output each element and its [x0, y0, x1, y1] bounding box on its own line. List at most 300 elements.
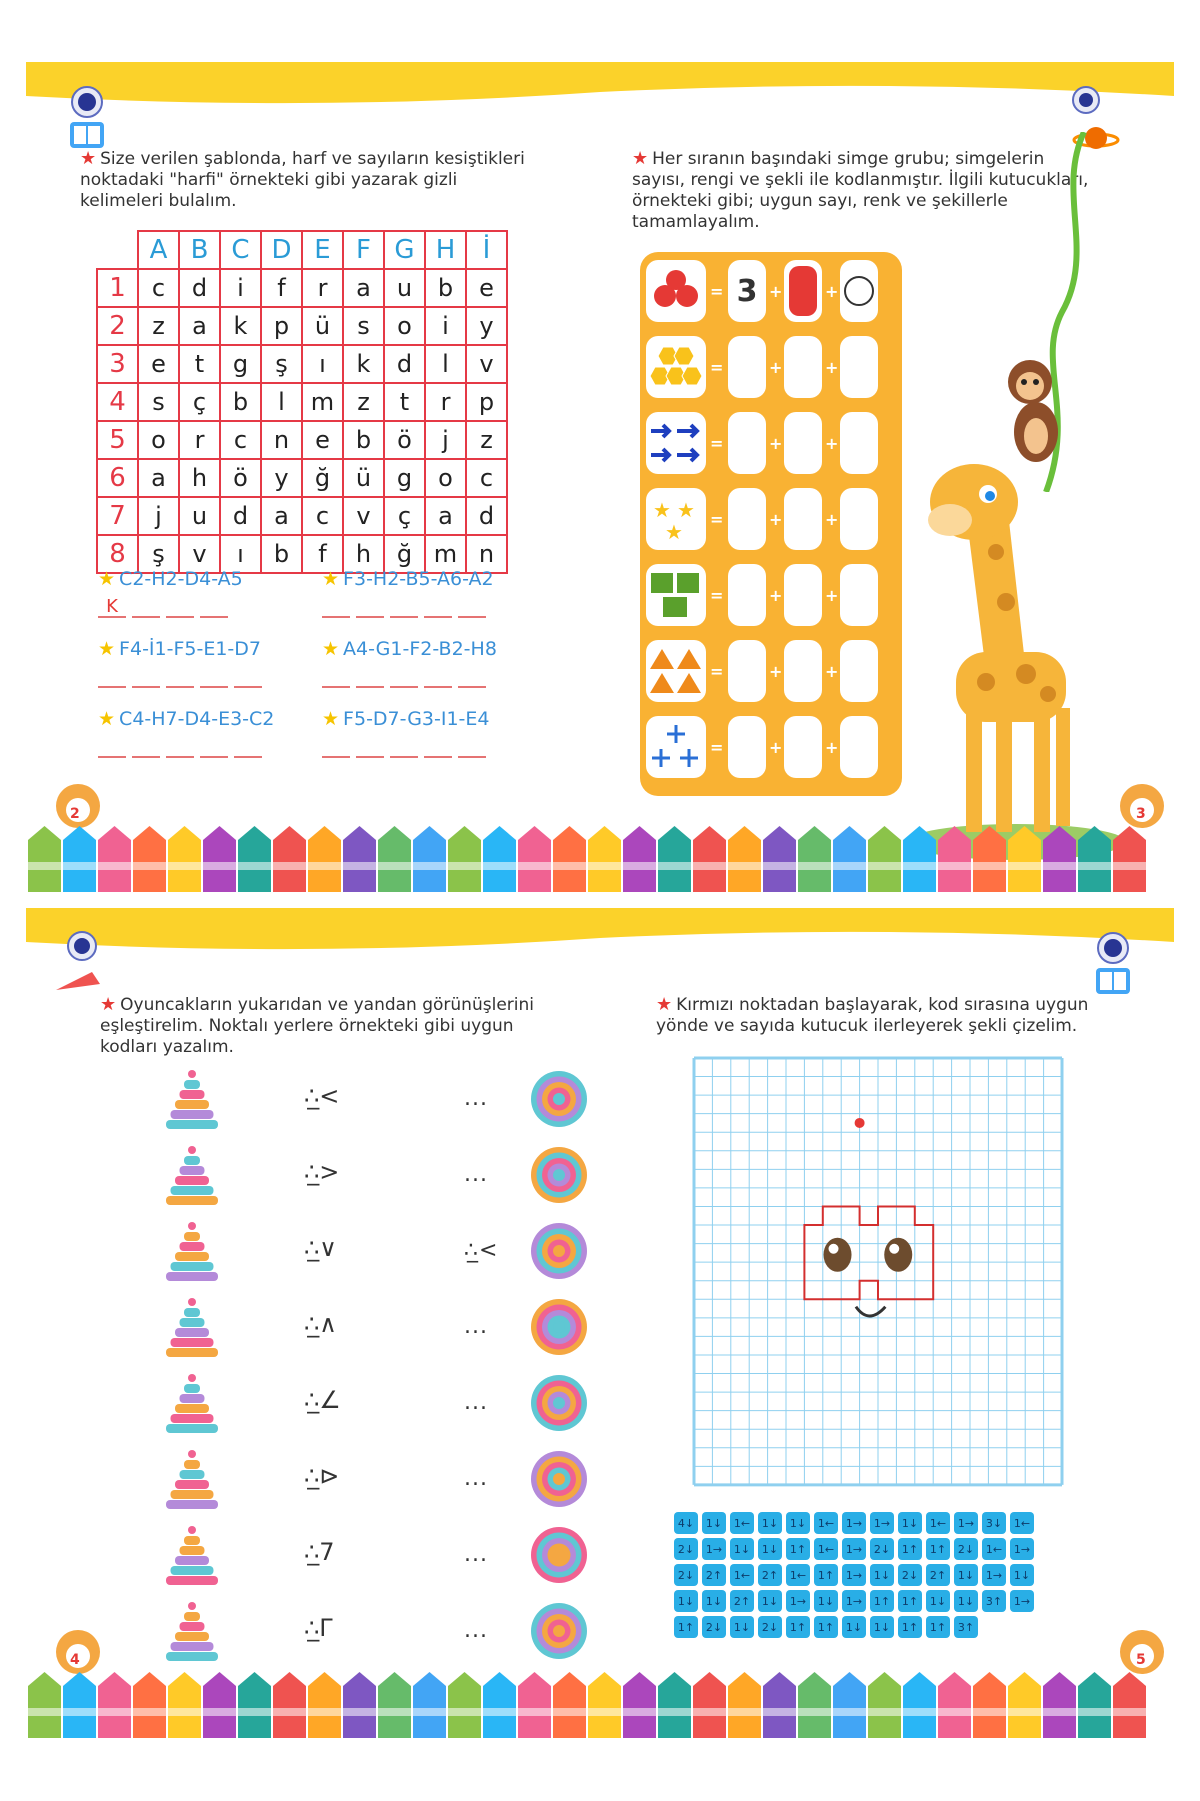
stacking-toy-side-icon [162, 1144, 222, 1208]
color-slot[interactable] [784, 488, 822, 550]
code-text: F3-H2-B5-A6-A2 [343, 568, 494, 590]
answer-blank[interactable] [322, 756, 350, 758]
grid-row-header: 5 [97, 421, 138, 459]
grid-row-header: 1 [97, 269, 138, 307]
toy-answer-blank[interactable]: ... [464, 1542, 488, 1567]
grid-cell[interactable]: ö [220, 459, 261, 497]
grid-cell[interactable]: d [220, 497, 261, 535]
equals-sign: = [710, 662, 724, 681]
plus-sign: + [769, 510, 783, 529]
answer-blank[interactable] [424, 686, 452, 688]
direction-key[interactable]: 1↑ [898, 1616, 922, 1638]
grid-column-header: F [343, 231, 384, 269]
toy-row [126, 1296, 686, 1360]
red-star-icon: ★ [80, 148, 97, 169]
toy-code: ∴̲⊳ [304, 1462, 340, 1490]
svg-text:★: ★ [665, 520, 683, 543]
color-swatch [789, 266, 817, 316]
grid-cell[interactable]: j [138, 497, 179, 535]
shape-slot[interactable] [840, 260, 878, 322]
grid-cell[interactable]: r [302, 269, 343, 307]
grid-cell[interactable]: ş [261, 345, 302, 383]
stacking-toy-side-icon [162, 1448, 222, 1512]
page-number-4: 4 [70, 1652, 80, 1668]
direction-key[interactable]: 2↑ [758, 1564, 782, 1586]
grid-cell[interactable]: f [302, 535, 343, 573]
grid-cell[interactable]: e [302, 421, 343, 459]
count-slot[interactable]: 3 [728, 260, 766, 322]
grid-cell[interactable]: u [179, 497, 220, 535]
direction-key[interactable]: 1→ [1010, 1538, 1034, 1560]
code-exercise [98, 708, 308, 758]
grid-cell[interactable]: l [425, 345, 466, 383]
direction-key[interactable]: 3↑ [954, 1616, 978, 1638]
answer-lines [98, 596, 308, 618]
toy-answer-blank[interactable]: ... [464, 1466, 488, 1491]
astronaut-reading-icon [1086, 930, 1140, 1000]
direction-key[interactable]: 3↑ [982, 1590, 1006, 1612]
answer-blank[interactable]: K [98, 598, 126, 618]
grid-cell[interactable]: e [138, 345, 179, 383]
toy-row [126, 1448, 686, 1512]
code-label [322, 638, 532, 660]
grid-column-header: İ [466, 231, 507, 269]
direction-key[interactable]: 2↑ [702, 1564, 726, 1586]
instruction-toy-views [100, 994, 570, 1058]
direction-key[interactable]: 1→ [982, 1564, 1006, 1586]
red-circles-icon [646, 260, 706, 322]
direction-key[interactable]: 1→ [702, 1538, 726, 1560]
grid-cell[interactable]: z [466, 421, 507, 459]
direction-key[interactable]: 1↑ [926, 1616, 950, 1638]
direction-key[interactable]: 1↑ [814, 1616, 838, 1638]
toy-code: ∴̲Γ [304, 1614, 333, 1642]
direction-key[interactable]: 1→ [842, 1512, 866, 1534]
stacking-toy-top-icon [530, 1298, 588, 1356]
symbol-row [646, 716, 896, 778]
direction-key[interactable]: 1↑ [814, 1564, 838, 1586]
count-slot[interactable] [728, 716, 766, 778]
giraffe-illustration [896, 442, 1146, 862]
toy-answer-blank[interactable]: ... [464, 1086, 488, 1111]
answer-blank[interactable] [356, 616, 384, 618]
direction-key[interactable]: 2↓ [702, 1616, 726, 1638]
grid-cell[interactable]: d [384, 345, 425, 383]
grid-column-header: B [179, 231, 220, 269]
instruction-text: Size verilen şablonda, harf ve sayıların kesiştikleri noktadaki "harfi" örnekteki gibi yazarak gizli kelimeleri bulalım. [80, 149, 525, 211]
answer-blank[interactable] [390, 686, 418, 688]
color-slot[interactable] [784, 564, 822, 626]
answer-blank[interactable] [200, 756, 228, 758]
answer-blank[interactable] [166, 756, 194, 758]
grid-cell[interactable]: o [425, 459, 466, 497]
grid-cell[interactable]: ı [302, 345, 343, 383]
grid-cell[interactable]: i [220, 269, 261, 307]
shape-slot[interactable] [840, 488, 878, 550]
direction-key[interactable]: 1← [786, 1564, 810, 1586]
plus-sign: + [769, 586, 783, 605]
answer-blank[interactable] [132, 616, 160, 618]
shape-slot[interactable] [840, 412, 878, 474]
direction-key[interactable]: 1← [926, 1512, 950, 1534]
direction-key[interactable]: 1↑ [898, 1538, 922, 1560]
toy-code: ∴̲< [304, 1082, 340, 1110]
direction-key[interactable]: 2↓ [674, 1538, 698, 1560]
direction-key[interactable]: 1↑ [926, 1538, 950, 1560]
grid-cell[interactable]: e [466, 269, 507, 307]
color-slot[interactable] [784, 716, 822, 778]
answer-blank[interactable] [98, 686, 126, 688]
answer-blank[interactable] [234, 756, 262, 758]
direction-key[interactable]: 1← [982, 1538, 1006, 1560]
grid-cell[interactable]: r [179, 421, 220, 459]
direction-key[interactable]: 1↑ [898, 1590, 922, 1612]
equals-sign: = [710, 510, 724, 529]
grid-cell[interactable]: p [261, 307, 302, 345]
spread-bottom [26, 908, 1174, 1738]
grid-cell[interactable]: ç [384, 497, 425, 535]
stacking-toy-top-icon [530, 1450, 588, 1508]
code-exercise [98, 568, 308, 618]
grid-cell[interactable]: a [179, 307, 220, 345]
grid-cell[interactable]: ı [220, 535, 261, 573]
grid-cell[interactable]: v [343, 497, 384, 535]
plus-sign: + [769, 662, 783, 681]
answer-blank[interactable] [166, 616, 194, 618]
answer-blank[interactable] [424, 756, 452, 758]
direction-key[interactable]: 1↓ [870, 1616, 894, 1638]
red-star-icon: ★ [632, 148, 649, 169]
direction-code-keypad [674, 1512, 1034, 1638]
direction-key[interactable]: 1↑ [870, 1590, 894, 1612]
direction-key[interactable]: 1↓ [814, 1590, 838, 1612]
grid-cell[interactable]: c [220, 421, 261, 459]
shape-slot[interactable] [840, 716, 878, 778]
direction-key[interactable]: 1↓ [954, 1564, 978, 1586]
plus-sign: + [825, 738, 839, 757]
grid-cell[interactable]: l [261, 383, 302, 421]
grid-column-header: G [384, 231, 425, 269]
grid-row-header: 2 [97, 307, 138, 345]
grid-cell[interactable]: ş [138, 535, 179, 573]
direction-key[interactable]: 1↓ [786, 1512, 810, 1534]
color-slot[interactable] [784, 412, 822, 474]
answer-blank[interactable] [390, 756, 418, 758]
grid-cell[interactable]: b [425, 269, 466, 307]
direction-key[interactable]: 1↓ [674, 1590, 698, 1612]
direction-key[interactable]: 1→ [1010, 1590, 1034, 1612]
cartoon-eye [824, 1238, 852, 1272]
grid-cell[interactable]: s [138, 383, 179, 421]
grid-cell[interactable]: a [425, 497, 466, 535]
grid-cell[interactable]: c [466, 459, 507, 497]
yellow-star-icon: ★ [98, 708, 116, 730]
toy-row [126, 1144, 686, 1208]
code-text: C4-H7-D4-E3-C2 [119, 708, 275, 730]
cartoon-smile [856, 1307, 885, 1316]
code-label [322, 568, 532, 590]
count-slot[interactable] [728, 640, 766, 702]
grid-cell[interactable]: m [425, 535, 466, 573]
grid-cell[interactable]: ü [343, 459, 384, 497]
answer-lines [322, 666, 532, 688]
direction-key[interactable]: 1↓ [758, 1538, 782, 1560]
grid-cell[interactable]: o [384, 307, 425, 345]
stacking-toy-side-icon [162, 1068, 222, 1132]
direction-key[interactable]: 1← [730, 1564, 754, 1586]
answer-blank[interactable] [356, 686, 384, 688]
direction-key[interactable]: 1↓ [926, 1590, 950, 1612]
cartoon-eye [884, 1238, 912, 1272]
direction-key[interactable]: 1↓ [954, 1590, 978, 1612]
direction-key[interactable]: 1↓ [702, 1590, 726, 1612]
page-number-5: 5 [1136, 1652, 1146, 1668]
direction-key[interactable]: 1↓ [702, 1512, 726, 1534]
grid-cell[interactable]: v [179, 535, 220, 573]
grid-cell[interactable]: f [261, 269, 302, 307]
plus-sign: + [825, 358, 839, 377]
direction-key[interactable]: 1↓ [898, 1512, 922, 1534]
plus-sign: + [769, 282, 783, 301]
direction-key[interactable]: 1↓ [758, 1590, 782, 1612]
direction-key[interactable]: 1↓ [870, 1564, 894, 1586]
code-label [98, 638, 308, 660]
direction-key[interactable]: 1← [1010, 1512, 1034, 1534]
direction-key[interactable]: 4↓ [674, 1512, 698, 1534]
stacking-toy-top-icon [530, 1070, 588, 1128]
grid-cell[interactable]: i [425, 307, 466, 345]
toy-code: ∴̲∧ [304, 1310, 337, 1338]
grid-cell[interactable]: t [384, 383, 425, 421]
grid-cell[interactable]: t [179, 345, 220, 383]
color-slot[interactable] [784, 260, 822, 322]
direction-key[interactable]: 2↑ [926, 1564, 950, 1586]
grid-column-header: H [425, 231, 466, 269]
code-exercise [322, 638, 532, 688]
grid-cell[interactable]: a [343, 269, 384, 307]
grid-cell[interactable]: y [466, 307, 507, 345]
grid-cell[interactable]: r [425, 383, 466, 421]
stacking-toy-top-icon [530, 1222, 588, 1280]
shape-slot[interactable] [840, 640, 878, 702]
direction-key[interactable]: 2↑ [730, 1590, 754, 1612]
yellow-stars-icon [646, 488, 706, 550]
count-slot[interactable] [728, 564, 766, 626]
direction-key[interactable]: 1← [814, 1512, 838, 1534]
grid-cell[interactable]: z [343, 383, 384, 421]
blue-arrows-icon [646, 412, 706, 474]
code-label [322, 708, 532, 730]
grid-row-header: 4 [97, 383, 138, 421]
direction-key[interactable]: 1→ [842, 1590, 866, 1612]
stacking-toy-side-icon [162, 1600, 222, 1664]
direction-key[interactable]: 1↓ [758, 1512, 782, 1534]
stacking-toy-top-icon [530, 1602, 588, 1660]
rainbow-fence-border [26, 1664, 1174, 1738]
grid-cell[interactable]: d [466, 497, 507, 535]
answer-blank[interactable] [322, 686, 350, 688]
toy-row [126, 1372, 686, 1436]
toy-answer-blank[interactable]: ... [464, 1618, 488, 1643]
page-number-3: 3 [1136, 806, 1146, 822]
grid-cell[interactable]: a [138, 459, 179, 497]
grid-cell[interactable]: ü [302, 307, 343, 345]
direction-key[interactable]: 1← [814, 1538, 838, 1560]
toy-answer-blank[interactable]: ... [464, 1390, 488, 1415]
count-slot[interactable] [728, 412, 766, 474]
grid-cell[interactable]: v [466, 345, 507, 383]
symbol-row [646, 564, 896, 626]
answer-blank[interactable] [424, 616, 452, 618]
grid-cell[interactable]: p [466, 383, 507, 421]
direction-key[interactable]: 1↓ [730, 1538, 754, 1560]
grid-row-header: 7 [97, 497, 138, 535]
grid-column-header: A [138, 231, 179, 269]
grid-cell[interactable]: s [343, 307, 384, 345]
grid-cell[interactable]: d [179, 269, 220, 307]
grid-column-header: C [220, 231, 261, 269]
code-exercise [98, 638, 308, 688]
direction-key[interactable]: 1→ [954, 1512, 978, 1534]
direction-key[interactable]: 3↓ [982, 1512, 1006, 1534]
direction-key[interactable]: 1↑ [786, 1538, 810, 1560]
stacking-toy-top-icon [530, 1146, 588, 1204]
grid-cell[interactable]: z [138, 307, 179, 345]
symbol-coding-panel [640, 252, 902, 796]
direction-key[interactable]: 1↑ [786, 1616, 810, 1638]
grid-cell[interactable]: c [138, 269, 179, 307]
direction-key[interactable]: 2↓ [758, 1616, 782, 1638]
equals-sign: = [710, 434, 724, 453]
stacking-toy-side-icon [162, 1296, 222, 1360]
toy-row [126, 1600, 686, 1664]
grid-cell[interactable]: c [302, 497, 343, 535]
toy-answer-blank[interactable]: ∴̲< [464, 1238, 499, 1263]
answer-blank[interactable] [98, 756, 126, 758]
toy-answer-blank[interactable]: ... [464, 1314, 488, 1339]
direction-key[interactable]: 1→ [870, 1512, 894, 1534]
grid-cell[interactable]: y [261, 459, 302, 497]
equals-sign: = [710, 282, 724, 301]
grid-column-header: D [261, 231, 302, 269]
direction-key[interactable]: 2↓ [954, 1538, 978, 1560]
grid-cell[interactable]: m [302, 383, 343, 421]
code-text: F4-İ1-F5-E1-D7 [119, 638, 262, 660]
answer-blank[interactable] [458, 616, 486, 618]
grid-cell[interactable]: k [343, 345, 384, 383]
color-slot[interactable] [784, 336, 822, 398]
answer-blank[interactable] [458, 756, 486, 758]
answer-blank[interactable] [458, 686, 486, 688]
toy-code: ∴̲∨ [304, 1234, 337, 1262]
grid-cell[interactable]: h [179, 459, 220, 497]
instruction-text: Oyuncakların yukarıdan ve yandan görünüşlerini eşleştirelim. Noktalı yerlere örnekteki gibi uygun kodları yazalım. [100, 995, 534, 1057]
equals-sign: = [710, 738, 724, 757]
toy-answer-blank[interactable]: ... [464, 1162, 488, 1187]
count-slot[interactable] [728, 336, 766, 398]
grid-cell[interactable]: h [343, 535, 384, 573]
grid-cell[interactable]: u [384, 269, 425, 307]
shape-slot[interactable] [840, 336, 878, 398]
svg-text:★: ★ [677, 498, 695, 522]
yellow-header-band [26, 62, 1174, 132]
instruction-letter-grid [80, 148, 540, 212]
grid-cell[interactable]: k [220, 307, 261, 345]
stacking-toy-side-icon [162, 1524, 222, 1588]
grid-column-header: E [302, 231, 343, 269]
stacking-toy-side-icon [162, 1372, 222, 1436]
grid-cell[interactable]: g [220, 345, 261, 383]
direction-key[interactable]: 1← [730, 1512, 754, 1534]
stacking-toy-side-icon [162, 1220, 222, 1284]
grid-cell[interactable]: n [466, 535, 507, 573]
grid-cell[interactable]: o [138, 421, 179, 459]
yellow-star-icon: ★ [98, 568, 116, 590]
answer-blank[interactable] [200, 686, 228, 688]
page-number-2: 2 [70, 806, 80, 822]
color-slot[interactable] [784, 640, 822, 702]
grid-cell[interactable]: ç [179, 383, 220, 421]
yellow-star-icon: ★ [322, 638, 340, 660]
answer-blank[interactable] [356, 756, 384, 758]
direction-key[interactable]: 2↓ [674, 1564, 698, 1586]
astronaut-reading-icon [60, 84, 114, 154]
direction-key[interactable]: 1↑ [674, 1616, 698, 1638]
direction-key[interactable]: 1↓ [730, 1616, 754, 1638]
equals-sign: = [710, 358, 724, 377]
stacking-toy-top-icon [530, 1374, 588, 1432]
answer-blank[interactable] [234, 686, 262, 688]
instruction-grid-drawing [656, 994, 1126, 1037]
direction-key[interactable]: 1→ [842, 1538, 866, 1560]
answer-lines [322, 596, 532, 618]
answer-blank[interactable] [166, 686, 194, 688]
grid-cell[interactable]: n [261, 421, 302, 459]
direction-key[interactable]: 1→ [842, 1564, 866, 1586]
answer-lines [322, 736, 532, 758]
symbol-row [646, 260, 896, 322]
shape-slot[interactable] [840, 564, 878, 626]
grid-cell[interactable]: ö [384, 421, 425, 459]
instruction-text: Her sıranın başındaki simge grubu; simgelerin sayısı, rengi ve şekli ile kodlanmıştır. İlgili kutucukları, örnekteki gibi; uygun sayı, renk ve şekillerle tamamlayalım. [632, 149, 1089, 232]
direction-key[interactable]: 1↓ [1010, 1564, 1034, 1586]
direction-key[interactable]: 2↓ [870, 1538, 894, 1560]
grid-cell[interactable]: j [425, 421, 466, 459]
direction-key[interactable]: 1↓ [842, 1616, 866, 1638]
grid-cell[interactable]: g [384, 459, 425, 497]
count-slot[interactable] [728, 488, 766, 550]
direction-key[interactable]: 2↓ [898, 1564, 922, 1586]
symbol-row [646, 336, 896, 398]
answer-blank[interactable] [132, 756, 160, 758]
grid-cell[interactable]: ğ [302, 459, 343, 497]
rainbow-fence-border [26, 818, 1174, 892]
grid-cell[interactable]: b [220, 383, 261, 421]
plus-sign: + [825, 510, 839, 529]
answer-blank[interactable] [322, 616, 350, 618]
grid-cell[interactable]: b [261, 535, 302, 573]
answer-blank[interactable] [132, 686, 160, 688]
yellow-star-icon: ★ [322, 568, 340, 590]
grid-cell[interactable]: a [261, 497, 302, 535]
answer-blank[interactable] [200, 616, 228, 618]
grid-cell[interactable]: b [343, 421, 384, 459]
red-star-icon: ★ [100, 994, 117, 1015]
grid-cell[interactable]: ğ [384, 535, 425, 573]
answer-blank[interactable] [390, 616, 418, 618]
toy-code: ∴̲∠ [304, 1386, 341, 1414]
direction-key[interactable]: 1→ [786, 1590, 810, 1612]
